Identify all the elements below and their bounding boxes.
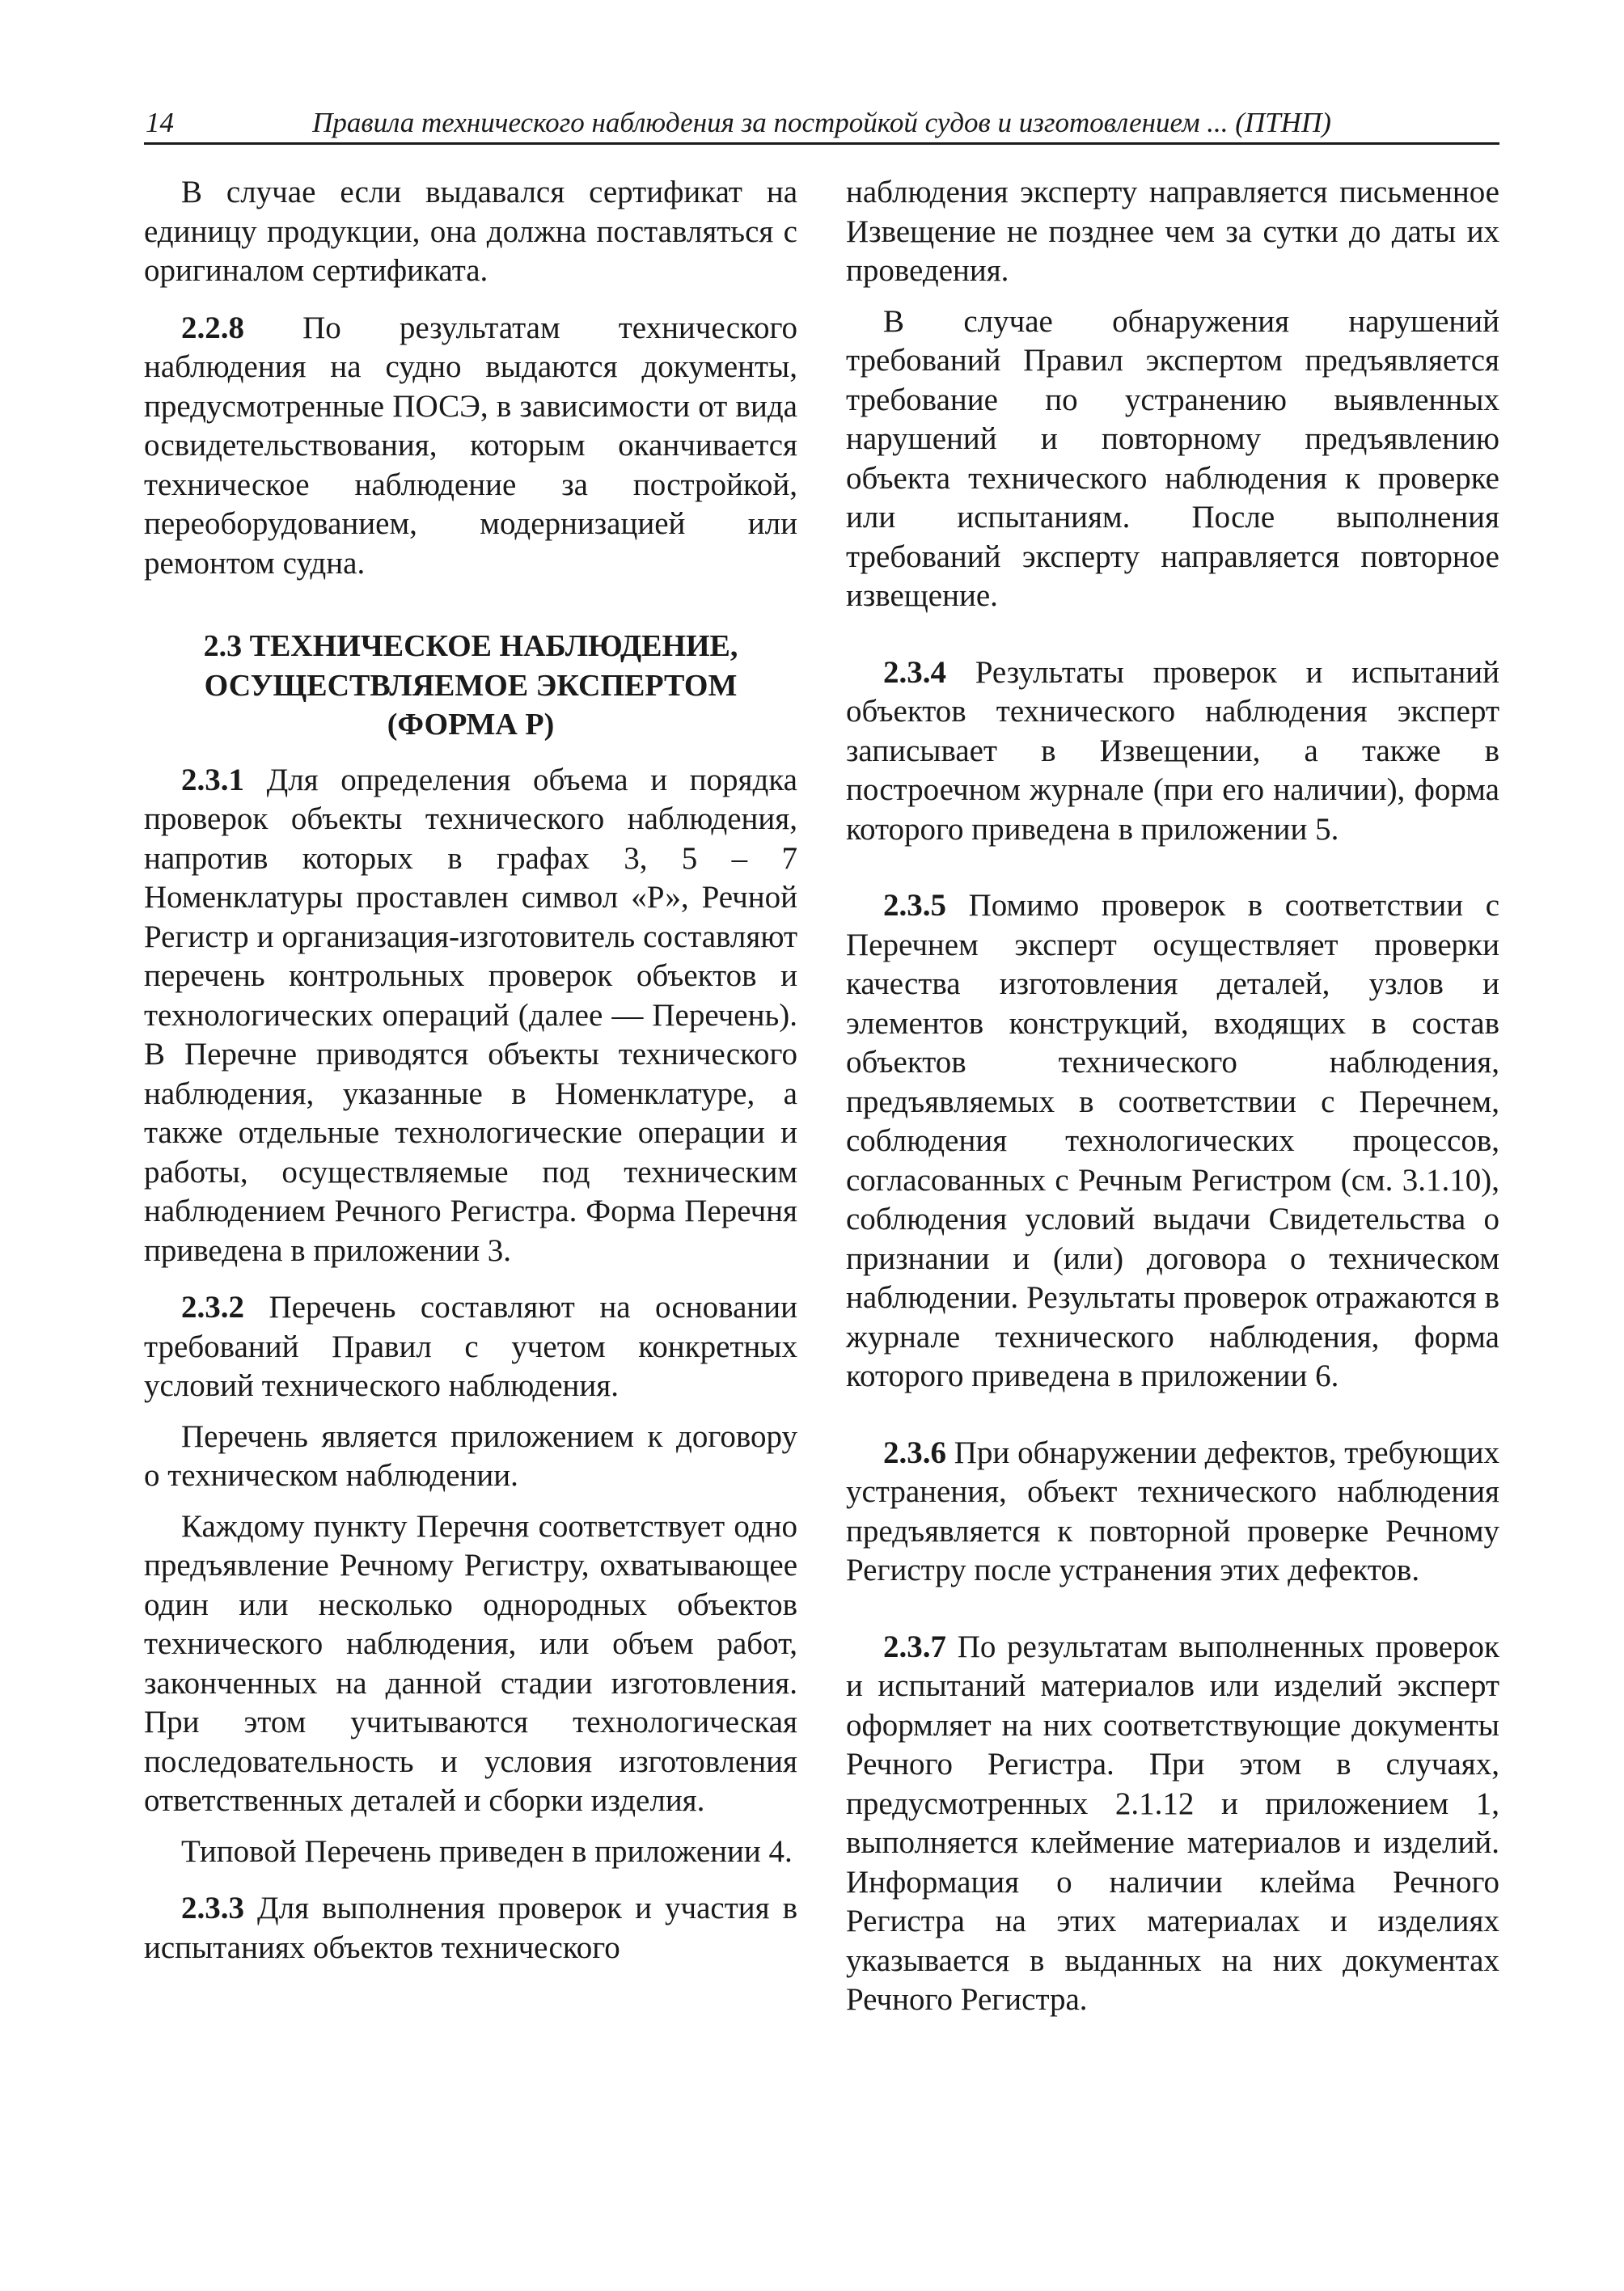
paragraph-typical-list: Типовой Перечень приведен в приложении 4. (181, 1833, 793, 1869)
heading-line: 2.3 ТЕХНИЧЕСКОЕ НАБЛЮДЕНИЕ, (203, 629, 738, 663)
section-number: 2.3.2 (181, 1290, 244, 1325)
section-text: При обнаружении дефектов, требующих устранения, объект технического наблюдения предъявляется к повторной проверке Речному Регистру после устранения этих дефектов. (846, 1435, 1499, 1587)
page-number: 14 (146, 107, 174, 138)
paragraph-violations: В случае обнаружения нарушений требований Правил экспертом предъявляется требование по устранению выявленных нарушений и повторному предъявлению объекта технического наблюдения к проверке или испытаниям. После выполнения требований эксперту направляется повторное извещение. (846, 303, 1499, 613)
section-heading-2-3 (144, 627, 797, 745)
section-text: Помимо проверок в соответствии с Перечнем эксперт осуществляет проверки качества изготовления деталей, узлов и элементов конструкций, входящих в состав объектов технического наблюдения, предъявляемых в соответствии с Перечнем, соблюдения технологических процессов, согласованных с Речным Регистром (см. 3.1.10), соблюдения условий выдачи Свидетельства о признании и (или) договора о техническом наблюдении. Результаты проверок отражаются в журнале технического наблюдения, форма которого приведена в приложении 6. (846, 888, 1500, 1393)
section-text: По результатам технического наблюдения на судно выдаются документы, предусмотренные ПОСЭ, в зависимости от вида освидетельствования, которым оканчивается техническое наблюдение за постройкой, переоборудованием, модернизацией или ремонтом судна. (144, 310, 798, 581)
paragraph-continuation: наблюдения эксперту направляется письменное Извещение не позднее чем за сутки до даты их проведения. (846, 175, 1499, 288)
section-number: 2.3.3 (181, 1891, 244, 1925)
section-text: Результаты проверок и испытаний объектов технического наблюдения эксперт записывает в Извещении, а также в построечном журнале (при его наличии), форма которого приведена в приложении 5. (846, 654, 1499, 847)
section-text: Перечень составляют на основании требований Правил с учетом конкретных условий технического наблюдения. (144, 1290, 797, 1403)
section-2-3-5 (846, 886, 1499, 1397)
section-2-3-6 (846, 1434, 1499, 1591)
section-number: 2.3.4 (883, 654, 946, 690)
section-text: По результатам выполненных проверок и испытаний материалов или изделий эксперт оформляет на них соответствующие документы Речного Регистра. При этом в случаях, предусмотренных 2.1.12 и приложением 1, выполняется клеймение материалов и изделий. Информация о наличии клейма Речного Регистра на этих материалах и изделиях указывается в выданных на них документах Речного Регистра. (846, 1629, 1500, 2017)
section-number: 2.3.1 (181, 762, 244, 797)
section-2-3-7 (846, 1628, 1499, 2020)
section-2-3-1 (144, 761, 797, 1271)
section-text: Для выполнения проверок и участия в испытаниях объектов технического (144, 1891, 797, 1965)
section-number: 2.3.5 (883, 888, 946, 923)
right-column (846, 173, 1499, 2020)
section-2-3-2 (144, 1288, 797, 1406)
heading-line: ОСУЩЕСТВЛЯЕМОЕ ЭКСПЕРТОМ (204, 668, 738, 703)
paragraph-certificate: В случае если выдавался сертификат на единицу продукции, она должна поставляться с оригиналом сертификата. (144, 175, 797, 288)
section-2-3-4 (846, 653, 1499, 850)
left-column (144, 173, 797, 1968)
heading-line: (ФОРМА Р) (387, 708, 555, 742)
running-title: Правила технического наблюдения за постройкой судов и изготовлением ... (ПТНП) (312, 107, 1331, 138)
paragraph-each-item: Каждому пункту Перечня соответствует одно предъявление Речному Регистру, охватывающее один или несколько однородных объектов технического наблюдения, или объем работ, законченных на данной стадии изготовления. При этом учитываются технологическая последовательность и условия изготовления ответственных деталей и сборки изделия. (144, 1508, 797, 1818)
paragraph-appendix: Перечень является приложением к договору о техническом наблюдении. (144, 1418, 797, 1493)
section-text: Для определения объема и порядка проверок объекты технического наблюдения, напротив которых в графах 3, 5 – 7 Номенклатуры проставлен символ «Р», Речной Регистр и организация-изготовитель составляют перечень контрольных проверок объектов и технологических операций (далее — Перечень). В Перечне приводятся объекты технического наблюдения, указанные в Номенклатуре, а также отдельные технологические операции и работы, осуществляемые под техническим наблюдением Речного Регистра. Форма Перечня приведена в приложении 3. (144, 762, 797, 1268)
page-header (144, 104, 1499, 145)
section-number: 2.2.8 (181, 310, 244, 345)
section-2-3-3 (144, 1889, 797, 1968)
section-2-2-8 (144, 309, 797, 584)
section-number: 2.3.6 (883, 1435, 946, 1470)
section-number: 2.3.7 (883, 1629, 946, 1664)
